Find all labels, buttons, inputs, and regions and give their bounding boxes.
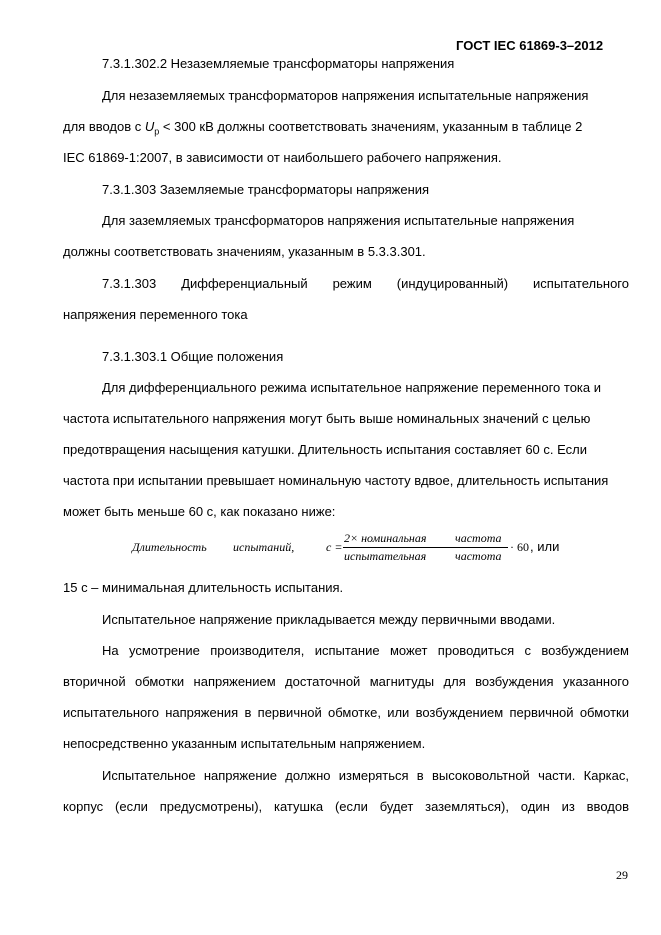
formula-denominator-2: частота — [455, 549, 502, 563]
paragraph-line: предотвращения насыщения катушки. Длительность испытания составляет 60 с. Если — [63, 442, 587, 457]
paragraph-line: Для незаземляемых трансформаторов напряжения испытательные напряжения — [102, 88, 589, 103]
text-fragment: < 300 кВ должны соответствовать значениям, указанным в таблице 2 — [159, 119, 583, 134]
section-heading-7-3-1-303-differential: 7.3.1.303 Дифференциальный режим (индуцированный) испытательного — [102, 276, 629, 291]
voltage-subscript: p — [154, 126, 160, 137]
paragraph-line: испытательного напряжения в первичной обмотке, или возбуждением первичной обмотки — [63, 705, 629, 720]
paragraph-line: корпус (если предусмотрены), катушка (если будет заземляться), один из вводов — [63, 799, 629, 814]
formula-numerator-2: частота — [455, 531, 502, 545]
paragraph-line: может быть меньше 60 с, как показано ниже: — [63, 504, 336, 519]
section-heading-7-3-1-303: 7.3.1.303 Заземляемые трансформаторы напряжения — [102, 182, 430, 197]
paragraph-line: частота испытательного напряжения могут быть выше номинальных значений с целью — [63, 411, 591, 426]
paragraph-line: вторичной обмотки напряжением достаточной магнитуды для возбуждения указанного — [63, 674, 629, 689]
paragraph-line: должны соответствовать значениям, указанным в 5.3.3.301. — [63, 244, 426, 259]
section-heading-7-3-1-303-1: 7.3.1.303.1 Общие положения — [102, 349, 284, 364]
fraction-bar — [343, 547, 508, 548]
formula-numerator-1: 2× номинальная — [344, 531, 427, 545]
paragraph-line: непосредственно указанным испытательным напряжением. — [63, 736, 426, 751]
voltage-symbol: U — [144, 119, 155, 134]
paragraph-line: Для заземляемых трансформаторов напряжения испытательные напряжения — [102, 213, 575, 228]
page-number: 29 — [616, 868, 628, 882]
paragraph-line: частота при испытании превышает номинальную частоту вдвое, длительность испытания — [63, 473, 609, 488]
section-heading-continuation: напряжения переменного тока — [63, 307, 248, 322]
formula-tail: , или — [530, 539, 560, 554]
formula-variable: c = — [326, 540, 343, 554]
paragraph-line: Испытательное напряжение должно измеряться в высоковольтной части. Каркас, — [102, 768, 629, 783]
document-id-header: ГОСТ IEC 61869-3–2012 — [456, 38, 604, 53]
paragraph-line — [63, 119, 582, 137]
paragraph-line: IEC 61869-1:2007, в зависимости от наибольшего рабочего напряжения. — [63, 150, 502, 165]
formula-lhs-word1: Длительность — [132, 540, 207, 554]
section-heading-7-3-1-302-2: 7.3.1.302.2 Незаземляемые трансформаторы напряжения — [102, 56, 455, 71]
formula-denominator-1: испытательная — [344, 549, 427, 563]
formula-multiplier: · 60 — [510, 540, 529, 554]
paragraph-line: 15 с – минимальная длительность испытания. — [63, 580, 344, 595]
paragraph-line: Испытательное напряжение прикладывается между первичными вводами. — [102, 612, 556, 627]
paragraph-line: На усмотрение производителя, испытание может проводиться с возбуждением — [102, 643, 629, 658]
text-fragment: для вводов с — [63, 119, 145, 134]
formula-lhs-word2: испытаний, — [233, 540, 295, 554]
paragraph-line: Для дифференциального режима испытательное напряжение переменного тока и — [102, 380, 601, 395]
